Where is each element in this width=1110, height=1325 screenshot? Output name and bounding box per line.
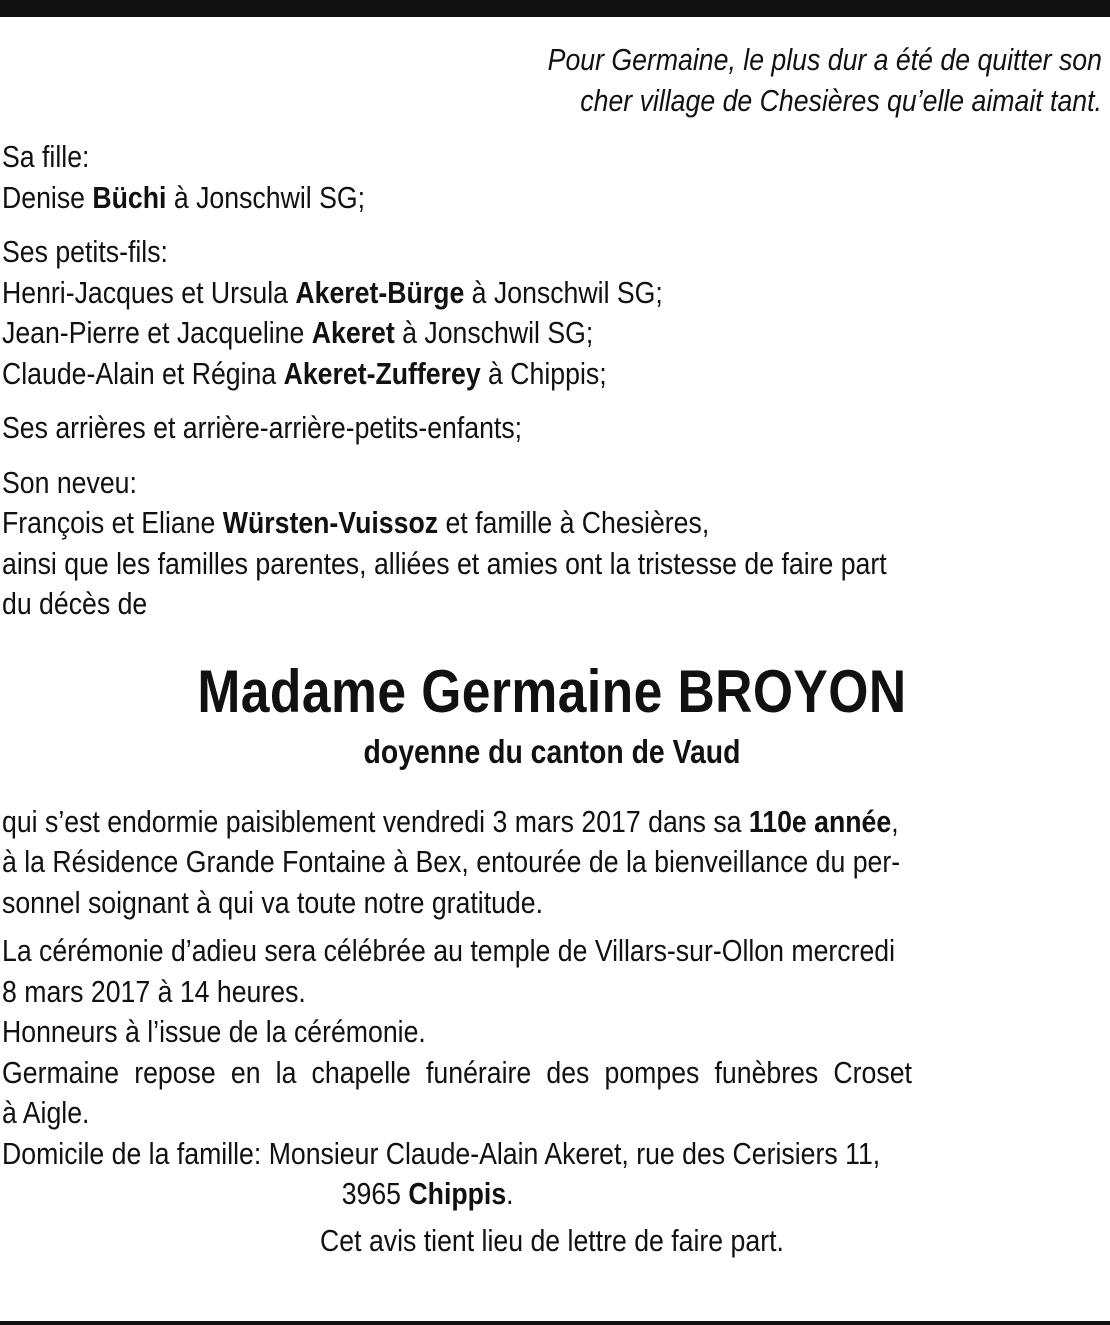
nephew-heading: Son neveu: xyxy=(2,464,137,500)
epigraph-line: cher village de Chesières qu’elle aimait tant. xyxy=(580,82,1102,118)
deceased-name: Madame Germaine BROYON xyxy=(197,657,907,725)
first-names: Jean-Pierre et Jacqueline xyxy=(2,315,312,350)
ceremony-section xyxy=(2,931,1102,1215)
residence: à Jonschwil SG; xyxy=(394,315,594,350)
ceremony-line: La cérémonie d’adieu sera célébrée au temple de Villars-sur-Ollon mercredi xyxy=(2,933,896,968)
first-names: Henri-Jacques et Ursula xyxy=(2,274,296,310)
announcement-line: ainsi que les familles parentes, alliées et amies ont la tristesse de faire part xyxy=(2,545,887,581)
family-name: Akeret xyxy=(311,315,395,350)
epigraph xyxy=(2,40,1102,121)
first-names: François et Eliane xyxy=(2,505,223,540)
death-notice xyxy=(2,802,1102,924)
nephew-entry xyxy=(2,503,1102,544)
age-emphasis: 110e année xyxy=(748,803,892,839)
postcode: 3965 xyxy=(341,1176,409,1211)
obituary-notice xyxy=(2,40,1102,1261)
family-name: Würsten-Vuissoz xyxy=(222,505,439,540)
top-border-rule xyxy=(0,0,1110,17)
closing-line: Cet avis tient lieu de lettre de faire part. xyxy=(320,1222,784,1258)
repose-line: Germaine repose en la chapelle funéraire des pompes funèbres Croset xyxy=(2,1054,912,1090)
ceremony-line: 8 mars 2017 à 14 heures. xyxy=(2,973,306,1009)
city: Chippis xyxy=(408,1176,507,1211)
announcement-line: du décès de xyxy=(2,586,148,621)
grandsons-section xyxy=(2,232,1102,394)
daughter-section xyxy=(2,137,1102,218)
text-span: , xyxy=(891,803,899,839)
residence: et famille à Chesières, xyxy=(438,505,710,540)
residence: à Jonschwil SG; xyxy=(166,179,366,215)
grandson-entry xyxy=(2,354,1102,395)
grandson-entry xyxy=(2,313,1102,354)
death-notice-line xyxy=(2,802,1102,843)
daughter-entry xyxy=(2,178,1102,219)
epigraph-line: Pour Germaine, le plus dur a été de quitter son xyxy=(547,42,1102,77)
first-names: Denise xyxy=(2,179,93,215)
family-name: Büchi xyxy=(92,179,167,215)
bottom-border-rule xyxy=(0,1321,1110,1325)
grandson-entry xyxy=(2,273,1102,314)
deceased-title: doyenne du canton de Vaud xyxy=(363,732,741,770)
nephew-section xyxy=(2,463,1102,625)
family-name: Akeret-Zufferey xyxy=(283,355,481,391)
text-span: qui s’est endormie paisiblement vendredi 3 mars 2017 dans sa xyxy=(2,803,749,839)
domicile-line: Domicile de la famille: Monsieur Claude-Alain Akeret, rue des Cerisiers 11, xyxy=(2,1135,881,1171)
repose-line: à Aigle. xyxy=(2,1095,90,1130)
death-notice-line: sonnel soignant à qui va toute notre gratitude. xyxy=(2,884,543,920)
daughter-heading: Sa fille: xyxy=(2,139,90,174)
death-notice-line: à la Résidence Grande Fontaine à Bex, entourée de la bienveillance du per- xyxy=(2,844,901,879)
grandsons-heading: Ses petits-fils: xyxy=(2,234,168,269)
honours-line: Honneurs à l’issue de la cérémonie. xyxy=(2,1014,426,1049)
great-grandchildren-section xyxy=(2,408,1102,449)
family-name: Akeret-Bürge xyxy=(295,274,465,310)
great-grandchildren-line: Ses arrières et arrière-arrière-petits-enfants; xyxy=(2,410,523,445)
domicile-address xyxy=(2,1174,1102,1215)
residence: à Chippis; xyxy=(480,355,607,391)
residence: à Jonschwil SG; xyxy=(464,274,663,310)
text-span: . xyxy=(506,1176,514,1211)
first-names: Claude-Alain et Régina xyxy=(2,355,284,391)
